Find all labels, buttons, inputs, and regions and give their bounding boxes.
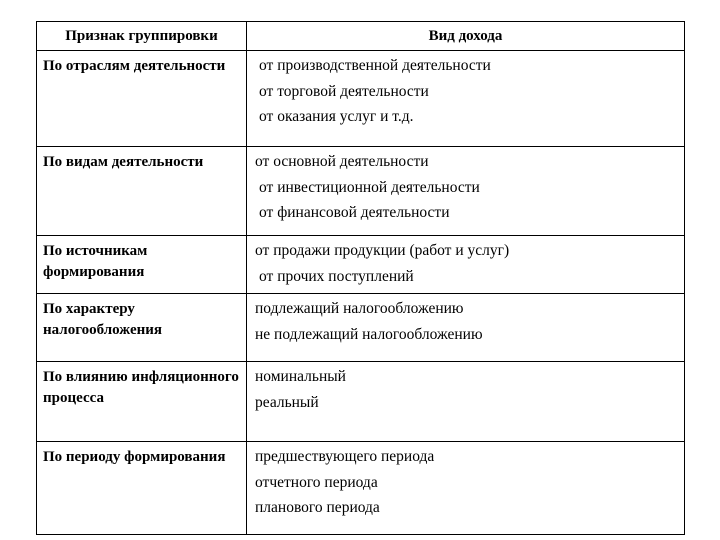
list-item: от продажи продукции (работ и услуг) bbox=[255, 242, 510, 259]
list-item: от инвестиционной деятельности bbox=[259, 178, 480, 196]
row-criterion: По видам деятельности bbox=[37, 147, 247, 236]
list-item: от оказания услуг и т.д. bbox=[259, 108, 414, 125]
row-criterion: По источникам формирования bbox=[37, 236, 247, 294]
table-row bbox=[37, 294, 685, 362]
list-item: от финансовой деятельности bbox=[259, 204, 450, 221]
list-item: отчетного периода bbox=[255, 473, 378, 491]
row-criterion: По характеру налогообложения bbox=[37, 294, 247, 362]
list-item: от производственной деятельности bbox=[259, 57, 491, 74]
header-grouping: Признак группировки bbox=[37, 22, 247, 51]
row-criterion: По влиянию инфляционного процесса bbox=[37, 362, 247, 442]
table-header-row bbox=[37, 22, 685, 51]
list-item: от торговой деятельности bbox=[259, 82, 429, 100]
row-criterion: По периоду формирования bbox=[37, 442, 247, 535]
row-income-types bbox=[247, 51, 685, 147]
table-row bbox=[37, 51, 685, 147]
table-row bbox=[37, 362, 685, 442]
list-item: подлежащий налогообложению bbox=[255, 300, 464, 317]
list-item: реальный bbox=[255, 393, 319, 411]
table-row bbox=[37, 236, 685, 294]
income-classification-table bbox=[36, 21, 685, 535]
list-item: предшествующего периода bbox=[255, 448, 435, 465]
row-income-types bbox=[247, 362, 685, 442]
row-income-types bbox=[247, 236, 685, 294]
row-income-types bbox=[247, 442, 685, 535]
list-item: не подлежащий налогообложению bbox=[255, 325, 483, 343]
table-row bbox=[37, 442, 685, 535]
list-item: планового периода bbox=[255, 499, 380, 516]
header-income-type: Вид дохода bbox=[247, 22, 685, 51]
row-income-types bbox=[247, 147, 685, 236]
list-item: от основной деятельности bbox=[255, 153, 429, 170]
row-income-types bbox=[247, 294, 685, 362]
row-criterion: По отраслям деятельности bbox=[37, 51, 247, 147]
list-item: от прочих поступлений bbox=[259, 267, 414, 285]
table-row bbox=[37, 147, 685, 236]
list-item: номинальный bbox=[255, 368, 346, 385]
